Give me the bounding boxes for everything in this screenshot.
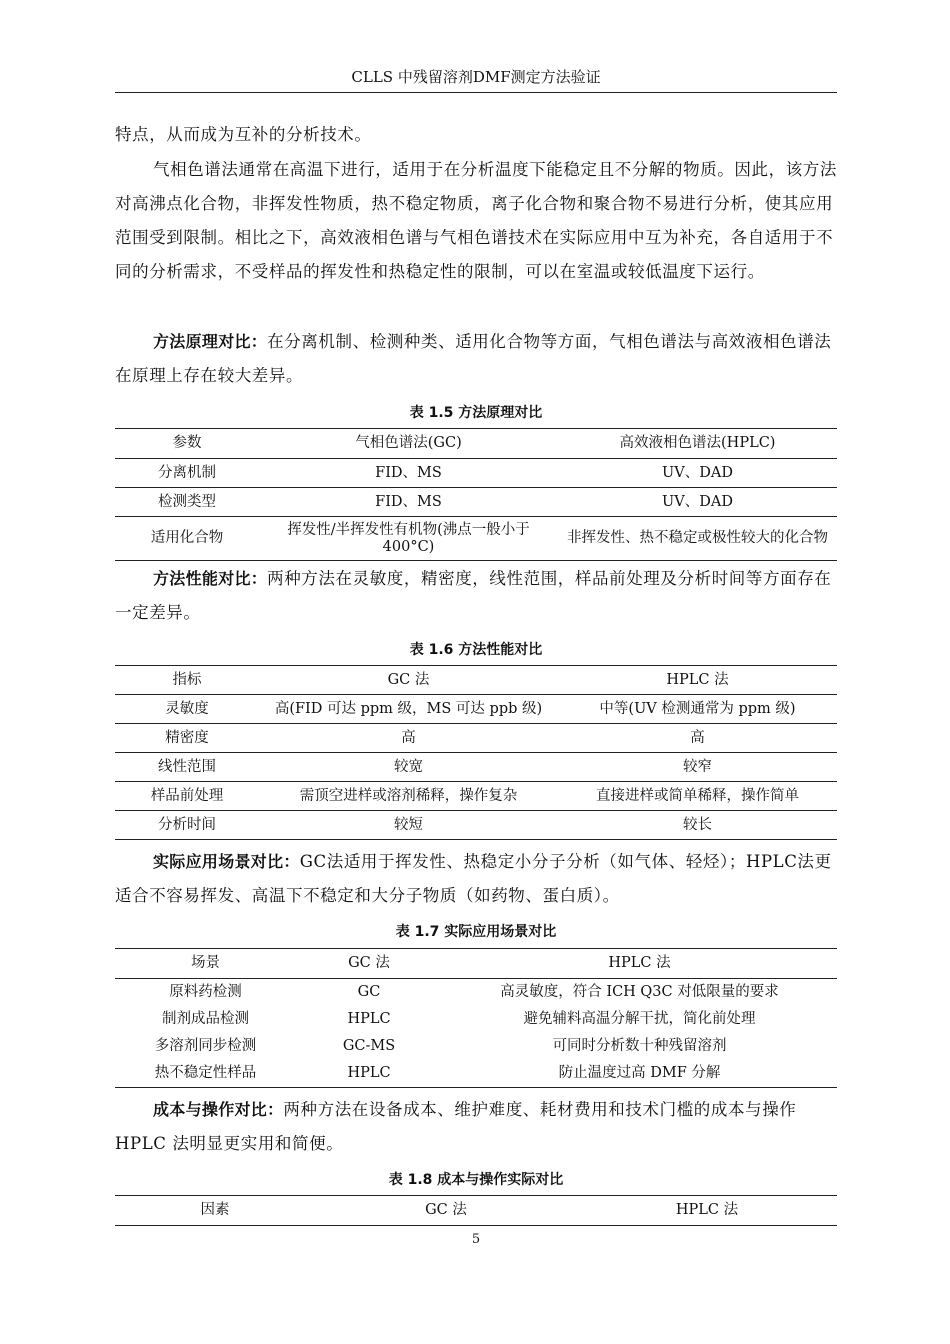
table-1-8 <box>115 1195 837 1226</box>
paragraph-5-lead: 实际应用场景对比： <box>153 852 300 871</box>
table-1-6-caption: 表 1.6 方法性能对比 <box>409 642 543 658</box>
table-row <box>115 1060 837 1088</box>
table-cell: 灵敏度 <box>165 700 209 717</box>
table-1-7-caption: 表 1.7 实际应用场景对比 <box>395 924 557 940</box>
table-cell: 高灵敏度，符合 ICH Q3C 对低限量的要求 <box>500 983 779 1000</box>
table-1-5 <box>115 428 837 561</box>
table-row <box>115 811 837 840</box>
header-title: CLLS 中残留溶剂DMF测定方法验证 <box>351 68 601 86</box>
table-cell: 较宽 <box>394 758 423 775</box>
table-cell: 多溶剂同步检测 <box>154 1037 257 1054</box>
table-cell: GC-MS <box>342 1037 396 1054</box>
table-cell: 制剂成品检测 <box>162 1010 249 1027</box>
table-cell: 热不稳定性样品 <box>154 1064 257 1081</box>
table-header-cell: 因素 <box>200 1202 230 1218</box>
table-row <box>115 666 837 695</box>
table-cell: HPLC <box>347 1064 391 1081</box>
table-row <box>115 695 837 724</box>
table-cell: 较窄 <box>683 758 712 775</box>
table-cell: 适用化合物 <box>150 530 224 546</box>
table-cell: 非挥发性、热不稳定或极性较大的化合物 <box>567 530 828 546</box>
paragraph-6 <box>115 1093 837 1161</box>
table-row <box>115 724 837 753</box>
table-cell: GC <box>357 983 381 1000</box>
paragraph-3-text: 在分离机制、检测种类、适用化合物等方面，气相色谱法与高效液相色谱法在原理上存在较大差异。 <box>115 332 832 385</box>
running-header <box>115 66 837 93</box>
table-cell: 分析时间 <box>158 816 216 833</box>
table-header-cell: 气相色谱法(GC) <box>355 435 462 451</box>
paragraph-3 <box>115 325 837 393</box>
table-row <box>115 782 837 811</box>
table-row <box>115 459 837 488</box>
table-cell: FID、MS <box>375 464 442 481</box>
table-cell: 可同时分析数十种残留溶剂 <box>552 1037 727 1054</box>
table-cell: 线性范围 <box>158 758 216 775</box>
table-row <box>115 1033 837 1060</box>
table-1-6 <box>115 665 837 840</box>
table-1-7 <box>115 948 837 1088</box>
table-header-cell: HPLC 法 <box>666 671 729 688</box>
paragraph-4 <box>115 562 837 630</box>
paragraph-4-text: 两种方法在灵敏度，精密度，线性范围，样品前处理及分析时间等方面存在一定差异。 <box>115 569 832 622</box>
table-header-cell: GC 法 <box>348 955 390 971</box>
table-header-cell: HPLC 法 <box>608 955 671 971</box>
table-header-cell: HPLC 法 <box>675 1202 739 1218</box>
paragraph-1: 特点，从而成为互补的分析技术。 <box>115 125 372 144</box>
table-cell: 高 <box>401 729 416 746</box>
table-header-cell: 参数 <box>172 435 202 451</box>
table-cell: FID、MS <box>375 493 442 510</box>
table-row <box>115 1196 837 1226</box>
paragraph-2: 气相色谱法通常在高温下进行，适用于在分析温度下能稳定且不分解的物质。因此，该方法对高沸点化合物，非挥发性物质，热不稳定物质，离子化合物和聚合物不易进行分析，使其应用范围受到限制。相比之下，高效液相色谱与气相色谱技术在实际应用中互为补充，各自适用于不同的分析需求，不受样品的挥发性和热稳定性的限制，可以在室温或较低温度下运行。 <box>115 160 837 281</box>
table-header-cell: 指标 <box>172 671 202 688</box>
table-cell: 检测类型 <box>158 493 216 510</box>
paragraph-5-text: GC法适用于挥发性、热稳定小分子分析（如气体、轻烃）；HPLC法更适合不容易挥发、高温下不稳定和大分子物质（如药物、蛋白质）。 <box>115 852 832 905</box>
table-cell: 较长 <box>683 816 712 833</box>
table-1-8-caption: 表 1.8 成本与操作实际对比 <box>388 1172 564 1188</box>
paragraph-3-lead: 方法原理对比： <box>153 332 268 351</box>
table-cell: 挥发性/半挥发性有机物(沸点一般小于400°C) <box>287 521 530 555</box>
table-row <box>115 488 837 517</box>
table-cell: HPLC <box>347 1010 391 1027</box>
table-cell: 较短 <box>394 816 423 833</box>
table-header-cell: GC 法 <box>387 671 430 688</box>
table-row <box>115 979 837 1006</box>
table-cell: UV、DAD <box>662 493 733 510</box>
paragraph-6-text: 两种方法在设备成本、维护难度、耗材费用和技术门槛的成本与操作 HPLC 法明显更实用和简便。 <box>115 1100 797 1153</box>
table-header-cell: 高效液相色谱法(HPLC) <box>619 435 776 451</box>
table-cell: 避免辅料高温分解干扰，简化前处理 <box>523 1010 756 1027</box>
table-header-cell: 场景 <box>191 955 220 971</box>
table-cell: 防止温度过高 DMF 分解 <box>558 1064 721 1081</box>
page-number: 5 <box>471 1232 481 1247</box>
table-row <box>115 949 837 979</box>
table-cell: 分离机制 <box>158 464 216 481</box>
table-row <box>115 1006 837 1033</box>
table-cell: UV、DAD <box>662 464 733 481</box>
table-cell: 高 <box>690 729 705 746</box>
table-1-5-caption: 表 1.5 方法原理对比 <box>409 405 543 421</box>
table-row <box>115 429 837 459</box>
table-cell: 样品前处理 <box>150 787 224 804</box>
paragraph-6-lead: 成本与操作对比： <box>153 1100 284 1119</box>
table-row <box>115 517 837 561</box>
paragraph-4-lead: 方法性能对比： <box>153 569 268 588</box>
table-cell: 中等(UV 检测通常为 ppm 级) <box>599 700 796 717</box>
table-cell: 需顶空进样或溶剂稀释，操作复杂 <box>299 787 518 804</box>
table-cell: 直接进样或简单稀释，操作简单 <box>596 787 799 804</box>
table-cell: 高(FID 可达 ppm 级，MS 可达 ppb 级) <box>274 700 543 717</box>
table-cell: 原料药检测 <box>169 983 242 1000</box>
table-cell: 精密度 <box>165 729 209 746</box>
table-header-cell: GC 法 <box>425 1202 467 1218</box>
table-row <box>115 753 837 782</box>
paragraph-5 <box>115 845 837 913</box>
